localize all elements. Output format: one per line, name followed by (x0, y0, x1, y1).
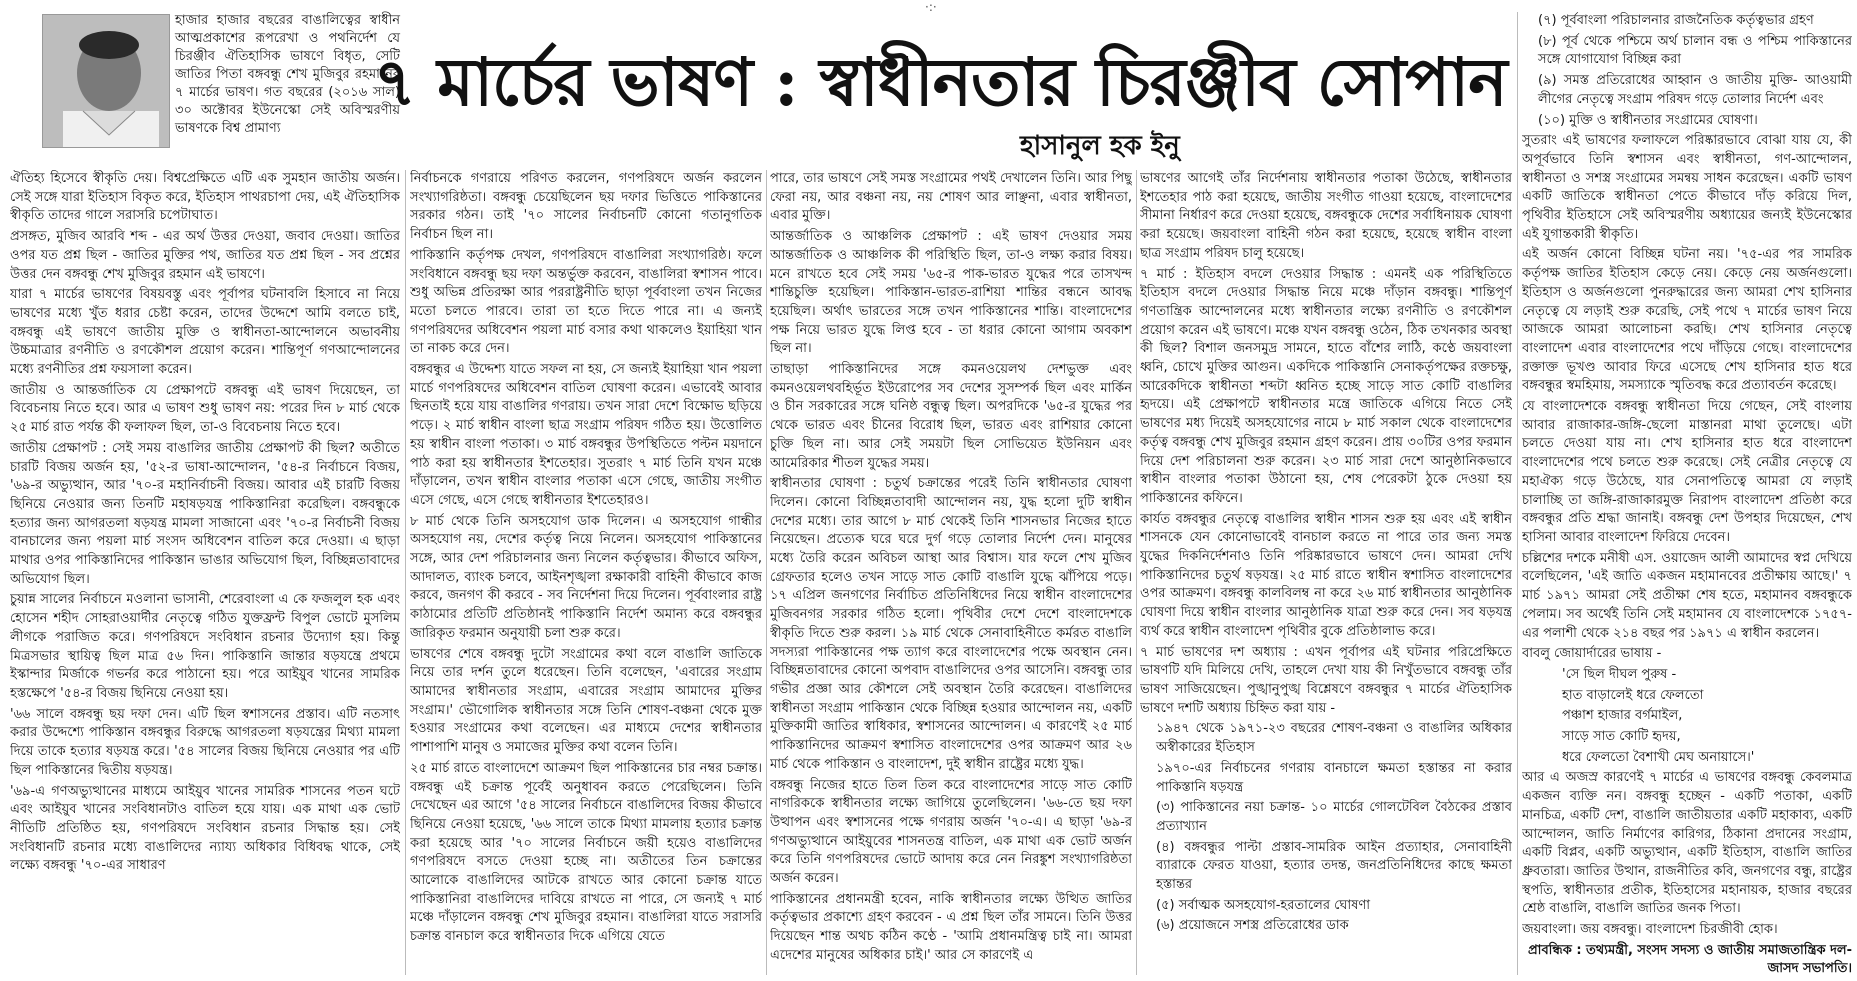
list-item: (৬) প্রয়োজনে সশস্ত্র প্রতিরোধের ডাক (1156, 918, 1349, 934)
ten-chapters-list (1140, 720, 1512, 936)
column-4 (1140, 170, 1512, 975)
column-2 (410, 170, 762, 975)
paragraph: প্রসঙ্গত, মুজিব আরবি শব্দ - এর অর্থ উত্তর দেওয়া, জবাব দেওয়া। জাতির ওপর যত প্রশ্ন ছিল - জাতির মুক্তির পথ, জাতির যত প্রশ্ন ছিল - সব প্রশ্নের উত্তর দেন বঙ্গবন্ধু শেখ মুজিবুর রহমান এই ভাষণে। (10, 229, 400, 282)
paragraph: স্বাধীনতার ঘোষণা : চতুর্থ চক্রান্তের পরেই তিনি স্বাধীনতার ঘোষণা দিলেন। কোনো বিচ্ছিন্নতাবাদী আন্দোলন নয়, যুদ্ধ হলো দুটি স্বাধীন দেশের মধ্যে। তার আগে ৮ মার্চ থেকেই তিনি শাসনভার নিজের হাতে নিয়েছেন। প্রত্যেক ঘরে ঘরে দুর্গ গড়ে তোলার নির্দেশ দেন। মানুষের মধ্যে তৈরি করেন অবিচল আস্থা আর বিশ্বাস। যার ফলে শেখ মুজিব গ্রেফতার হলেও তখন সাড়ে সাত কোটি বাঙালি যুদ্ধে ঝাঁপিয়ে পড়ে। ১৭ এপ্রিল জনগণের নির্বাচিত প্রতিনিধিদের নিয়ে স্বাধীন বাংলাদেশের মুজিবনগর সরকার গঠিত হলো। পৃথিবীর দেশে দেশে বাংলাদেশকে স্বীকৃতি দিতে শুরু করল। ১৯ মার্চ থেকে সেনাবাহিনীতে কর্মরত বাঙালি সদস্যরা পাকিস্তানের পক্ষ ত্যাগ করে বাংলাদেশের পক্ষে অবস্থান নেন। বিচ্ছিন্নতাবাদের কোনো অপবাদ বাঙালিদের ওপর আসেনি। বঙ্গবন্ধু তার গভীর প্রজ্ঞা আর কৌশলে সেই অবস্থান তৈরি করেছেন। বাঙালিদের স্বাধীনতা সংগ্রাম পাকিস্তান থেকে বিচ্ছিন্ন হওয়ার আন্দোলন নয়, একটি মুক্তিকামী জাতির স্বাধিকার, স্বশাসনের আন্দোলন। এ কারণেই ২৫ মার্চ পাকিস্তানিদের আক্রমণ স্বশাসিত বাংলাদেশের ওপর আক্রমণ আর ২৬ মার্চ থেকে পাকিস্তান ও বাংলাদেশ, দুই স্বাধীন রাষ্ট্রের মধ্যে যুদ্ধ। (770, 476, 1132, 772)
list-item: (৭) পূর্ববাংলা পরিচালনার রাজনৈতিক কর্তৃত্বভার গ্রহণ (1538, 13, 1814, 28)
poem-line: সাড়ে সাত কোটি হৃদয়, (1562, 729, 1681, 745)
paragraph: পারে, তার ভাষণে সেই সমস্ত সংগ্রামের পথই দেখালেন তিনি। আর পিছু ফেরা নয়, আর বঞ্চনা নয়, নয় শোষণ আর লাঞ্ছনা, এবার স্বাধীনতা, এবার মুক্তি। (770, 171, 1132, 224)
paragraph: বঙ্গবন্ধুর এ উদ্দেশ্য যাতে সফল না হয়, সে জন্যই ইয়াহিয়া খান পয়লা মার্চে গণপরিষদের অধিবেশন বাতিল ঘোষণা করেন। এভাবেই আবার ছিনতাই হয়ে যায় বাঙালির গণরায়। তখন সারা দেশে বিক্ষোভ ছড়িয়ে পড়ে। ২ মার্চ স্বাধীন বাংলা ছাত্র সংগ্রাম পরিষদ গঠিত হয়। উত্তোলিত হয় স্বাধীন বাংলা পতাকা। ৩ মার্চ বঙ্গবন্ধুর উপস্থিতিতে পল্টন ময়দানে পাঠ করা হয় স্বাধীনতার ইশতেহার। সুতরাং ৭ মার্চ তিনি যখন মঞ্চে দাঁড়ালেন, তখন স্বাধীন বাংলার পতাকা এসে গেছে, জাতীয় সংগীত এসে গেছে, এসে গেছে স্বাধীনতার ইশতেহারও। (410, 362, 762, 508)
list-item: (৪) বঙ্গবন্ধুর পাল্টা প্রস্তাব-সামরিক আইন প্রত্যাহার, সেনাবাহিনী ব্যারাকে ফেরত যাওয়া, হত্যার তদন্ত, জনপ্রতিনিধিদের কাছে ক্ষমতা হস্তান্তর (1156, 839, 1512, 893)
paragraph: তাছাড়া পাকিস্তানিদের সঙ্গে কমনওয়েলথ দেশভুক্ত এবং কমনওয়েলথবহির্ভূত ইউরোপের সব দেশের সুসম্পর্ক ছিল এবং মার্কিন ও চীন সরকারের সঙ্গে ঘনিষ্ঠ বন্ধুত্ব ছিল। অপরদিকে '৬৫-র যুদ্ধের পর থেকে ভারত এবং চীনের বিরোধ ছিল, ভারত এবং রাশিয়ার কোনো চুক্তি ছিল না। আর সেই সময়টা ছিল সোভিয়েত ইউনিয়ন এবং আমেরিকার শীতল যুদ্ধের সময়। (770, 362, 1132, 471)
paragraph: ৭ মার্চ ভাষণের দশ অধ্যায় : এখন পূর্বাপর এই ঘটনার পরিপ্রেক্ষিতে ভাষণটি যদি মিলিয়ে দেখি, তাহলে দেখা যায় কী নিখুঁতভাবে বঙ্গবন্ধু তাঁর ভাষণ সাজিয়েছেন। পুঙ্খানুপুঙ্খ বিশ্লেষণে বঙ্গবন্ধুর ৭ মার্চের ঐতিহাসিক ভাষণে দশটি অধ্যায় চিহ্নিত করা যায় - (1140, 644, 1512, 716)
column-5 (1522, 12, 1852, 975)
paragraph: যারা ৭ মার্চের ভাষণের বিষয়বস্তু এবং পূর্বাপর ঘটনাবলি হিসাবে না নিয়ে ভাষণের মধ্যে খুঁত ধরার চেষ্টা করেন, তাদের উদ্দেশে আমি বলতে চাই, বঙ্গবন্ধু এই ভাষণে জাতীয় মুক্তি ও স্বাধীনতা-আন্দোলনে অভাবনীয় উচ্চমাত্রার রণনীতি ও রণকৌশল প্রয়োগ করেন। শান্তিপূর্ণ গণআন্দোলনের মধ্যে রণনীতির প্রশ্ন ফয়সালা করেন। (10, 287, 400, 378)
poem-line: হাত বাড়ালেই ধরে ফেলতো (1562, 687, 1704, 703)
paragraph: আন্তর্জাতিক ও আঞ্চলিক প্রেক্ষাপট : এই ভাষণ দেওয়ার সময় আন্তর্জাতিক ও আঞ্চলিক কী পরিস্থিতি ছিল, তা-ও লক্ষ্য করার বিষয়। মনে রাখতে হবে সেই সময় '৬৫-র পাক-ভারত যুদ্ধের পরে তাসখন্দ শান্তিচুক্তি হয়েছিল। পাকিস্তান-ভারত-রাশিয়া শান্তির বন্ধনে আবদ্ধ হয়েছিল। অর্থাৎ ভারতের সঙ্গে তখন পাকিস্তানের শান্তি। বাংলাদেশের পক্ষ নিয়ে ভারত যুদ্ধে লিপ্ত হবে - তা ধরার কোনো আগাম অবকাশ ছিল না। (770, 229, 1132, 357)
paragraph: ৮ মার্চ থেকে তিনি অসহযোগ ডাক দিলেন। এ অসহযোগ গান্ধীর অসহযোগ নয়, দেশের কর্তৃত্ব নিয়ে নিলেন। অসহযোগ পাকিস্তানের সঙ্গে, আর দেশ পরিচালনার জন্য নিলেন কর্তৃত্বভার। কীভাবে অফিস, আদালত, ব্যাংক চলবে, আইনশৃঙ্খলা রক্ষাকারী বাহিনী কীভাবে কাজ করবে, জনগণ কী করবে - সব নির্দেশনা দিয়ে দিলেন। পূর্ববাংলার রাষ্ট্র কাঠামোর প্রতিটি প্রতিষ্ঠানই পাকিস্তানি নির্দেশ অমান্য করে বঙ্গবন্ধুর জারিকৃত ফরমান অনুযায়ী চলা শুরু করে। (410, 513, 762, 641)
paragraph: ভাষণের আগেই তাঁর নির্দেশনায় স্বাধীনতার পতাকা উঠেছে, স্বাধীনতার ইশতেহার পাঠ করা হয়েছে, জাতীয় সংগীত গাওয়া হয়েছে, বাংলাদেশের সীমানা নির্ধারণ করে দেওয়া হয়েছে, বঙ্গবন্ধুকে দেশের সর্বাধিনায়ক ঘোষণা করা হয়েছে। জয়বাংলা বাহিনী গঠন করা হয়েছে, হয়েছে স্বাধীন বাংলা ছাত্র সংগ্রাম পরিষদ চালু হয়েছে। (1140, 171, 1512, 261)
paragraph: বঙ্গবন্ধু নিজের হাতে তিল তিল করে বাংলাদেশের সাড়ে সাত কোটি নাগরিককে স্বাধীনতার লক্ষ্যে জাগিয়ে তুলেছিলেন। '৬৬-তে ছয় দফা উত্থাপন এবং স্বশাসনের পক্ষে গণরায় অর্জন '৭০-এ। এ ছাড়া '৬৯-র গণঅভ্যুত্থানে আইয়ুবের শাসনতন্ত্র বাতিল, এক মাথা এক ভোট অর্জন করে তিনি গণপরিষদের ভোটে আদায় করে নেন নিরঙ্কুশ সংখ্যাগরিষ্ঠতা অর্জন করেন। (770, 777, 1132, 887)
paragraph: পাকিস্তানের প্রধানমন্ত্রী হবেন, নাকি স্বাধীনতার লক্ষ্যে উত্থিত জাতির কর্তৃত্বভার প্রকাশ্যে গ্রহণ করবেন - এ প্রশ্ন ছিল তাঁর সামনে। তিনি উত্তর দিয়েছেন শান্ত অথচ কঠিন কণ্ঠে - 'আমি প্রধানমন্ত্রিত্ব চাই না। আমরা এদেশের মানুষের অধিকার চাই।' আর সে কারণেই এ (770, 891, 1132, 963)
author-photo (42, 14, 170, 148)
column-divider (1136, 170, 1137, 975)
list-item: (৩) পাকিস্তানের নয়া চক্রান্ত- ১০ মার্চের গোলটেবিল বৈঠকের প্রস্তাব প্রত্যাখ্যান (1156, 800, 1512, 834)
ten-chapters-list-cont (1522, 12, 1852, 130)
headline: ৭ মার্চের ভাষণ : স্বাধীনতার চিরঞ্জীব সোপান (373, 43, 1507, 121)
author-credit: প্রাবন্ধিক : তথ্যমন্ত্রী, সংসদ সদস্য ও জাতীয় সমাজতান্ত্রিক দল-জাসদ সভাপতি। (1527, 942, 1852, 975)
paragraph: বাবলু জোয়ার্দারের ভাষায় - (1522, 646, 1662, 662)
column-divider (766, 170, 767, 975)
column-divider (405, 170, 406, 975)
author-portrait-image (43, 15, 169, 147)
column-3 (770, 170, 1132, 975)
paragraph: ভাষণের শেষে বঙ্গবন্ধু দুটো সংগ্রামের কথা বলে বাঙালি জাতিকে নিয়ে তার দর্শন তুলে ধরেছেন। তিনি বলেছেন, 'এবারের সংগ্রাম আমাদের স্বাধীনতার সংগ্রাম, এবারের সংগ্রাম আমাদের মুক্তির সংগ্রাম।' ভৌগোলিক স্বাধীনতার সঙ্গে তিনি শোষণ-বঞ্চনা থেকে মুক্ত হওয়ার সংগ্রামের কথা বলেছেন। এর মাধ্যমে দেশের স্বাধীনতার পাশাপাশি মানুষ ও সমাজের মুক্তির কথা বলেন তিনি। (410, 646, 762, 756)
paragraph: জাতীয় প্রেক্ষাপট : সেই সময় বাঙালির জাতীয় প্রেক্ষাপট কী ছিল? অতীতে চারটি বিজয় অর্জন হয়, '৫২-র ভাষা-আন্দোলন, '৫৪-র নির্বাচনে বিজয়, '৬৯-র অভ্যুত্থান, আর '৭০-র মহানির্বাচনী বিজয়। আবার এই চারটি বিজয় ছিনিয়ে নেওয়ার জন্য তিনটি মহাষড়যন্ত্র পাকিস্তানিরা করেছিল। বঙ্গবন্ধুকে হত্যার জন্য আগরতলা ষড়যন্ত্র মামলা সাজানো এবং '৭০-র নির্বাচনী বিজয় বানচালের জন্য পয়লা মার্চ সংসদ অধিবেশন বাতিল করে দেওয়া। এ ছাড়া মাথার ওপর পাকিস্তানিদের পাকিস্তান ভাঙার অভিযোগ ছিল, বিচ্ছিন্নতাবাদের অভিযোগ ছিল। (10, 440, 400, 587)
crop-marks: ·:· (925, 0, 937, 14)
paragraph: আর এ অজস্র কারণেই ৭ মার্চের এ ভাষণের বঙ্গবন্ধু কেবলমাত্র একজন ব্যক্তি নন। বঙ্গবন্ধু হচ্ছেন - একটি পতাকা, একটি মানচিত্র, একটি দেশ, বাঙালি জাতীয়তার একটি মহাকাব্য, একটি আন্দোলন, জাতি নির্মাণের কারিগর, ঠিকানা প্রদানের সংগ্রাম, একটি বিপ্লব, একটি অভ্যুত্থান, একটি ইতিহাস, বাঙালি জাতির ধ্রুবতারা। জাতির উত্থান, রাজনীতির কবি, জনগণের বন্ধু, রাষ্ট্রের স্থপতি, স্বাধীনতার প্রতীক, ইতিহাসের মহানায়ক, হাজার বছরের শ্রেষ্ঠ বাঙালি, বাঙালি জাতির জনক পিতা। (1522, 770, 1852, 917)
paragraph: এই অর্জন কোনো বিচ্ছিন্ন ঘটনা নয়। '৭৫-এর পর সামরিক কর্তৃপক্ষ জাতির ইতিহাস কেড়ে নেয়। কেড়ে নেয় অর্জনগুলো। ইতিহাস ও অর্জনগুলো পুনরুদ্ধারের জন্য আমরা শেখ হাসিনার নেতৃত্বে যে লড়াই শুরু করেছি, সেই পথে ৭ মার্চের ভাষণ নিয়ে আজকে আমরা আলোচনা করছি। শেখ হাসিনার নেতৃত্বে বাংলাদেশ এবার বাংলাদেশের পথে দাঁড়িয়ে গেছে। বাংলাদেশের রক্তাক্ত ভূখণ্ড আবার ফিরে এসেছে শেখ হাসিনার হাত ধরে বঙ্গবন্ধুর স্বমহিমায়, সমস্যাকে স্মৃতিবদ্ধ করে প্রত্যাবর্তন করেছে। (1522, 247, 1852, 394)
paragraph: ঐতিহ্য হিসেবে স্বীকৃতি দেয়। বিশ্বপ্রেক্ষিতে এটি এক সুমহান জাতীয় অর্জন। সেই সঙ্গে যারা ইতিহাস বিকৃত করে, ইতিহাস পাথরচাপা দেয়, এই ঐতিহাসিক স্বীকৃতি তাদের গালে সরাসরি চপেটাঘাত। (10, 171, 400, 224)
paragraph: নির্বাচনকে গণরায়ে পরিণত করলেন, গণপরিষদে অর্জন করলেন সংখ্যাগরিষ্ঠতা। বঙ্গবন্ধু চেয়েছিলেন ছয় দফার ভিত্তিতে পাকিস্তানের সরকার গঠন। তাই '৭০ সালের নির্বাচনটি কোনো গতানুগতিক নির্বাচন ছিল না। (410, 171, 762, 243)
poem-line: ধরে ফেলতো বৈশাখী মেঘ অনায়াসে।' (1562, 749, 1755, 765)
paragraph: চল্লিশের দশকে মনীষী এস. ওয়াজেদ আলী আমাদের স্বপ্ন দেখিয়ে বলেছিলেন, 'এই জাতি একজন মহামানবের প্রতীক্ষায় আছে।' ৭ মার্চ ১৯৭১ আমরা সেই প্রতীক্ষা শেষ হতে, মহামানব বঙ্গবন্ধুকে পেলাম। সব অর্থেই তিনি সেই মহামানব যে বাংলাদেশকে ১৭৫৭-এর পলাশী থেকে ২১৪ বছর পর ১৯৭১ এ স্বাধীন করলেন। (1522, 550, 1852, 641)
paragraph: ২৫ মার্চ রাতে বাংলাদেশে আক্রমণ ছিল পাকিস্তানের চার নম্বর চক্রান্ত। বঙ্গবন্ধু এই চক্রান্ত পূর্বেই অনুধাবন করতে পেরেছিলেন। তিনি দেখেছেন এর আগে '৫৪ সালের নির্বাচনে বাঙালিদের বিজয় কীভাবে ছিনিয়ে নেওয়া হয়েছে, '৬৬ সালে তাকে মিথ্যা মামলায় হত্যার চক্রান্ত করা হয়েছে আর '৭০ সালের নির্বাচনে জয়ী হয়েও বাঙালিদের গণপরিষদে বসতে দেওয়া হচ্ছে না। অতীতের তিন চক্রান্তের আলোকে বাঙালিদের আটকে রাখতে আর কোনো চক্রান্ত যাতে পাকিস্তানিরা বাঙালিদের দাবিয়ে রাখতে না পারে, সে জন্যই ৭ মার্চ মঞ্চে দাঁড়ালেন বঙ্গবন্ধু শেখ মুজিবুর রহমান। বাঙালিরা যাতে সরাসরি চক্রান্ত বানচাল করে স্বাধীনতার দিকে এগিয়ে যেতে (410, 760, 762, 945)
column-1 (10, 170, 400, 975)
closing-slogan: জয়বাংলা। জয় বঙ্গবন্ধু। বাংলাদেশ চিরজীবী হোক। (1522, 922, 1778, 938)
paragraph: '৬৯-এ গণঅভ্যুত্থানের মাধ্যমে আইয়ুব খানের সামরিক শাসনের পতন ঘটে এবং আইয়ুব খানের সংবিধানটাও বাতিল হয়ে যায়। এক মাথা এক ভোট নীতিটি প্রতিষ্ঠিত হয়, গণপরিষদে সংবিধান রচনার সিদ্ধান্ত হয়। সেই সংবিধানটি রচনার মধ্যে বাঙালিদের ন্যায্য অধিকার বিধিবদ্ধ থাকে, সেই লক্ষ্যে বঙ্গবন্ধু '৭০-এর সাধারণ (10, 783, 400, 874)
poem-quote (1522, 666, 1852, 768)
paragraph: সুতরাং এই ভাষণের ফলাফলে পরিষ্কারভাবে বোঝা যায় যে, কী অপূর্বভাবে তিনি স্বশাসন এবং স্বাধীনতা, গণ-আন্দোলন, স্বাধীনতা ও সশস্ত্র সংগ্রামের সমন্বয় সাধন করেছেন। একটি ভাষণ একটি জাতিকে স্বাধীনতা পেতে কীভাবে দাঁড় করিয়ে দিল, পৃথিবীর ইতিহাসে সেই অবিস্মরণীয় অধ্যায়ের জন্যই ইউনেস্কোর এই যুগান্তকারী স্বীকৃতি। (1522, 133, 1852, 242)
list-item: (৯) সমস্ত প্রতিরোধের আহ্বান ও জাতীয় মুক্তি- আওয়ামী লীগের নেতৃত্বে সংগ্রাম পরিষদ গড়ে তোলার নির্দেশ এবং (1538, 73, 1852, 107)
column-divider (1517, 12, 1518, 975)
intro-paragraph: হাজার হাজার বছরের বাঙালিত্বের স্বাধীন আত্মপ্রকাশের রূপরেখা ও পথনির্দেশ যে চিরঞ্জীব ঐতিহাসিক ভাষণে বিধৃত, সেটি জাতির পিতা বঙ্গবন্ধু শেখ মুজিবুর রহমানের ৭ মার্চের ভাষণ। গত বছরের (২০১৬ সাল) ৩০ অক্টোবর ইউনেস্কো সেই অবিস্মরণীয় ভাষণকে বিশ্ব প্রামাণ্য (175, 13, 400, 136)
list-item: ১৯৪৭ থেকে ১৯৭১-২৩ বছরের শোষণ-বঞ্চনা ও বাঙালির অধিকার অস্বীকারের ইতিহাস (1156, 721, 1512, 756)
paragraph: ৭ মার্চ : ইতিহাস বদলে দেওয়ার সিদ্ধান্ত : এমনই এক পরিস্থিতিতে ইতিহাস বদলে দেওয়ার সিদ্ধান্ত নিয়ে মঞ্চে দাঁড়ান বঙ্গবন্ধু। শান্তিপূর্ণ গণতান্ত্রিক আন্দোলনের মধ্যে স্বাধীনতার লক্ষ্যে রণনীতি ও রণকৌশল প্রয়োগ করেন এই ভাষণে। মঞ্চে যখন বঙ্গবন্ধু ওঠেন, ঠিক তখনকার অবস্থা কী ছিল? বিশাল জনসমুদ্র সামনে, হাতে বাঁশের লাঠি, কণ্ঠে জয়বাংলা ধ্বনি, চোখে মুক্তির আগুন। একদিকে পাকিস্তানি সেনাকর্তৃপক্ষের রক্তচক্ষু, আরেকদিকে স্বাধীনতা শব্দটা ধ্বনিত হচ্ছে সাড়ে সাত কোটি বাঙালির হৃদয়ে। এই প্রেক্ষাপটে স্বাধীনতার মন্ত্রে জাতিকে এগিয়ে নিতে সেই ভাষণের মধ্য দিয়েই অসহযোগের নামে ৮ মার্চ সকাল থেকে বাংলাদেশের কর্তৃত্ব বঙ্গবন্ধু শেখ মুজিবুর রহমান গ্রহণ করেন। প্রায় ৩০টির ওপর ফরমান দিয়ে দেশ পরিচালনা শুরু করেন। ২৩ মার্চ সারা দেশে আনুষ্ঠানিকভাবে স্বাধীন বাংলার পতাকা উঠানো হয়, শেষ পেরেকটা ঠুকে দেওয়া হয় পাকিস্তানের কফিনে। (1140, 266, 1512, 506)
paragraph: '৬৬ সালে বঙ্গবন্ধু ছয় দফা দেন। এটি ছিল স্বশাসনের প্রস্তাব। এটি নতসাৎ করার উদ্দেশ্যে পাকিস্তান বঙ্গবন্ধুর বিরুদ্ধে আগরতলা ষড়যন্ত্রের মিথ্যা মামলা দিয়ে তাকে হত্যার ষড়যন্ত্র করে। '৫৪ সালের বিজয় ছিনিয়ে নেওয়ার পর এটি ছিল পাকিস্তানের দ্বিতীয় ষড়যন্ত্র। (10, 706, 400, 778)
list-item: (৮) পূর্ব থেকে পশ্চিমে অর্থ চালান বন্ধ ও পশ্চিম পাকিস্তানের সঙ্গে যোগাযোগ বিচ্ছিন্ন করা (1538, 33, 1852, 68)
paragraph: যে বাংলাদেশকে বঙ্গবন্ধু স্বাধীনতা দিয়ে গেছেন, সেই বাংলায় আবার রাজাকার-জঙ্গি-ছেলো মাস্তানরা মাথা তুলেছে। এটা চলতে দেওয়া যায় না। শেখ হাসিনার হাত ধরে বাংলাদেশ বাংলাদেশের পথে চলতে শুরু করেছে। সেই নেত্রীর নেতৃত্বে যে মহাঐক্য গড়ে উঠেছে, যার সেনাপতিত্বে আমরা যে লড়াই চালাচ্ছি তা জঙ্গি-রাজাকারমুক্ত নিরাপদ বাংলাদেশ প্রতিষ্ঠা করে বঙ্গবন্ধুর প্রতি শ্রদ্ধা জানাই। বঙ্গবন্ধু দেশ উপহার দিয়েছেন, শেখ হাসিনা আবার বাংলাদেশ ফিরিয়ে দেবেন। (1522, 399, 1852, 545)
list-item: (৫) সর্বাত্মক অসহযোগ-হরতালের ঘোষণা (1156, 897, 1370, 913)
paragraph: কার্যত বঙ্গবন্ধুর নেতৃত্বে বাঙালির স্বাধীন শাসন শুরু হয় এবং এই স্বাধীন শাসনকে যেন কোনোভাবেই বানচাল করতে না পারে তার জন্য সমস্ত যুদ্ধের দিকনির্দেশনাও তিনি পরিষ্কারভাবে ভাষণে দেন। আমরা দেখি পাকিস্তানিদের চতুর্থ ষড়যন্ত্র। ২৫ মার্চ রাতে স্বাধীন স্বশাসিত বাংলাদেশের ওপর আক্রমণ। বঙ্গবন্ধু কালবিলম্ব না করে ২৬ মার্চ স্বাধীনতার আনুষ্ঠানিক ঘোষণা দিয়ে স্বাধীন বাংলার আনুষ্ঠানিক যাত্রা শুরু করে দেন। সব ষড়যন্ত্র ব্যর্থ করে স্বাধীন বাংলাদেশ পৃথিবীর বুকে প্রতিষ্ঠালাভ করে। (1140, 511, 1512, 639)
paragraph: পাকিস্তানি কর্তৃপক্ষ দেখল, গণপরিষদে বাঙালিরা সংখ্যাগরিষ্ঠ। ফলে সংবিধানে বঙ্গবন্ধু ছয় দফা অন্তর্ভুক্ত করবেন, বাঙালিরা স্বশাসন পাবে। শুধু অভিন্ন প্রতিরক্ষা আর পররাষ্ট্রনীতি ছাড়া পূর্ববাংলা তখন নিজের মতো চলতে পারবে। তারা তা হতে দিতে পারে না। এ জন্যই গণপরিষদের অধিবেশন পয়লা মার্চ বসার কথা থাকলেও ইয়াহিয়া খান তা নাকচ করে দেন। (410, 247, 762, 357)
list-item: (১০) মুক্তি ও স্বাধীনতার সংগ্রামের ঘোষণা। (1538, 112, 1758, 128)
paragraph: চুয়ান্ন সালের নির্বাচনে মওলানা ভাসানী, শেরেবাংলা এ কে ফজলুল হক এবং হোসেন শহীদ সোহরাওয়ার্দীর নেতৃত্বে গঠিত যুক্তফ্রন্ট বিপুল ভোটে মুসলিম লীগকে পরাজিত করে। গণপরিষদে সংবিধান রচনার উদ্যোগ হয়। কিন্তু মিত্রসভার স্থায়িত্ব ছিল মাত্র ৫৬ দিন। পাকিস্তানি জান্তার ষড়যন্ত্রে প্রথমে ইস্কান্দার মির্জাকে গভর্নর করে পাঠানো হয়। পরে আইয়ুব খানের সামরিক হস্তক্ষেপে '৫৪-র বিজয় ছিনিয়ে নেওয়া হয়। (10, 592, 400, 701)
poem-line: পঞ্চাশ হাজার বর্গমাইল, (1562, 708, 1683, 724)
list-item: ১৯৭০-এর নির্বাচনের গণরায় বানচালে ক্ষমতা হস্তান্তর না করার পাকিস্তানি ষড়যন্ত্র (1156, 760, 1512, 795)
poem-line: 'সে ছিল দীঘল পুরুষ - (1562, 666, 1677, 682)
byline: হাসানুল হক ইনু (1020, 131, 1180, 161)
paragraph: জাতীয় ও আন্তর্জাতিক যে প্রেক্ষাপটে বঙ্গবন্ধু এই ভাষণ দিয়েছেন, তা বিবেচনায় নিতে হবে। আর এ ভাষণ শুধু ভাষণ নয়: পরের দিন ৮ মার্চ থেকে ২৫ মার্চ রাত পর্যন্ত কী ফলাফল ছিল, তা-ও বিবেচনায় নিতে হবে। (10, 382, 400, 436)
